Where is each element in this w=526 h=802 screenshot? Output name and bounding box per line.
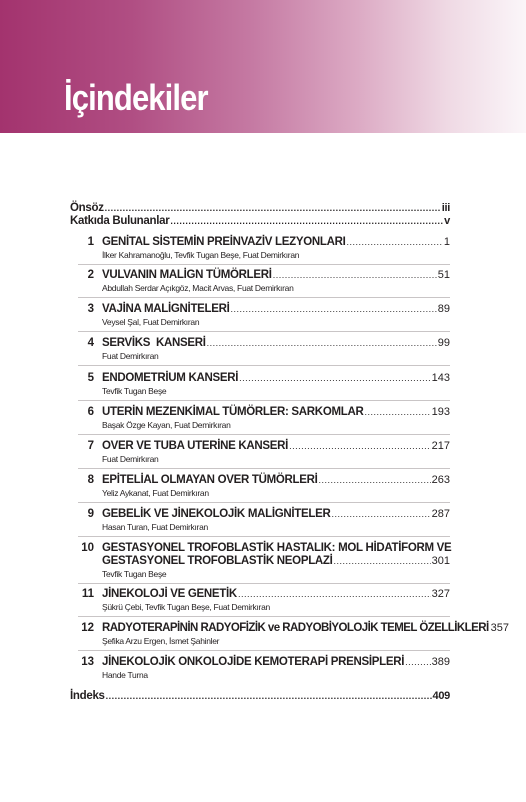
toc-entry-index[interactable] [70,689,450,703]
chapter-authors: Hande Turna [102,670,148,680]
toc-chapter-11[interactable] [102,587,450,601]
toc-chapter-9[interactable] [102,507,450,521]
chapter-authors: Şükrü Çebi, Tevfik Tugan Beşe, Fuat Demirkıran [102,602,270,612]
separator [78,331,450,332]
leader-dots [207,336,437,350]
leader-dots [231,302,437,316]
chapter-page: 51 [437,269,450,281]
chapter-title: GEBELİK VE JİNEKOLOJİK MALİGNİTELER [102,508,331,520]
chapter-page: 217 [431,440,450,452]
chapter-title: EPİTELİAL OLMAYAN OVER TÜMÖRLERİ [102,474,318,486]
toc-entry-onsoz[interactable] [70,201,450,215]
chapter-authors: Abdullah Serdar Açıkgöz, Macit Arvas, Fuat Demirkıran [102,283,294,293]
toc-chapter-2[interactable] [102,268,450,282]
toc-chapter-10-title-line-1[interactable] [102,541,450,555]
toc-chapter-6[interactable] [102,405,450,419]
toc-chapter-1[interactable] [102,235,450,249]
chapter-title: VULVANIN MALİGN TÜMÖRLERİ [102,269,272,281]
toc-entry-label: Katkıda Bulunanlar [70,215,170,227]
chapter-authors: Hasan Turan, Fuat Demirkıran [102,522,208,532]
chapter-title: GENİTAL SİSTEMİN PREİNVAZİV LEZYONLARI [102,236,346,248]
chapter-number: 5 [87,372,94,384]
separator [78,264,450,265]
chapter-authors: Yeliz Aykanat, Fuat Demirkıran [102,488,209,498]
separator [78,434,450,435]
leader-dots [331,507,430,521]
chapter-page: 357 [490,622,510,634]
chapter-authors: Tevfik Tugan Beşe [102,569,167,579]
chapter-number: 13 [81,656,94,668]
chapter-authors: Şefika Arzu Ergen, İsmet Şahinler [102,636,220,646]
separator [78,365,450,366]
chapter-page: 1 [443,236,450,248]
leader-dots [347,235,443,249]
page-title: İçindekiler [64,77,208,118]
header-banner [0,0,526,133]
chapter-title: ENDOMETRİUM KANSERİ [102,372,239,384]
leader-dots [405,655,430,669]
chapter-number: 10 [81,542,94,554]
chapter-authors: Başak Özge Kayan, Fuat Demirkıran [102,420,231,430]
chapter-page: 99 [437,337,450,349]
leader-dots [289,439,431,453]
chapter-title: VAJİNA MALİGNİTELERİ [102,303,230,315]
chapter-page: 327 [431,588,450,600]
chapter-authors: Fuat Demirkıran [102,454,159,464]
chapter-number: 12 [81,622,94,634]
chapter-title: UTERİN MEZENKİMAL TÜMÖRLER: SARKOMLAR [102,406,364,418]
chapter-page: 287 [431,508,450,520]
leader-dots [170,214,443,228]
chapter-page: 389 [431,656,450,668]
leader-dots [106,689,432,703]
separator [78,468,450,469]
chapter-title: SERVİKS KANSERİ [102,337,206,349]
separator [78,297,450,298]
separator [78,616,450,617]
chapter-number: 7 [87,440,94,452]
toc-chapter-7[interactable] [102,439,450,453]
toc-entry-label: Önsöz [70,202,104,214]
leader-dots [238,587,431,601]
leader-dots [364,405,430,419]
chapter-page: 89 [437,303,450,315]
toc-entry-katkida-bulunanlar[interactable] [70,214,450,228]
chapter-number: 8 [87,474,94,486]
separator [78,400,450,401]
leader-dots [105,201,441,215]
toc-entry-page: v [444,215,450,227]
toc-entry-label: İndeks [70,690,105,702]
toc-chapter-12[interactable] [102,621,510,635]
toc-chapter-13[interactable] [102,655,450,669]
chapter-number: 9 [87,508,94,520]
chapter-number: 6 [87,406,94,418]
chapter-authors: Fuat Demirkıran [102,351,159,361]
toc-chapter-4[interactable] [102,336,450,350]
leader-dots [239,371,431,385]
toc-chapter-10[interactable] [102,554,450,568]
leader-dots [273,268,437,282]
chapter-title: GESTASYONEL TROFOBLASTİK HASTALIK: MOL HİDATİFORM VE [102,542,452,554]
chapter-title: JİNEKOLOJİ VE GENETİK [102,588,237,600]
chapter-number: 4 [87,337,94,349]
leader-dots [319,473,431,487]
toc-chapter-8[interactable] [102,473,450,487]
chapter-page: 143 [431,372,450,384]
toc-entry-page: 409 [432,690,450,702]
chapter-number: 11 [81,588,94,600]
chapter-title-line-2: GESTASYONEL TROFOBLASTİK NEOPLAZİ [102,555,333,567]
toc-entry-page: iii [441,202,450,214]
chapter-title: RADYOTERAPİNİN RADYOFİZİK ve RADYOBİYOLOJİK TEMEL ÖZELLİKLERİ [102,622,489,634]
chapter-title: JİNEKOLOJİK ONKOLOJİDE KEMOTERAPİ PRENSİPLERİ [102,656,405,668]
toc-chapter-3[interactable] [102,302,450,316]
chapter-authors: İlker Kahramanoğlu, Tevfik Tugan Beşe, Fuat Demirkıran [102,250,300,260]
chapter-authors: Tevfik Tugan Beşe [102,386,167,396]
separator [78,583,450,584]
chapter-number: 2 [87,269,94,281]
chapter-page: 193 [431,406,450,418]
leader-dots [334,554,431,568]
chapter-authors: Veysel Şal, Fuat Demirkıran [102,317,200,327]
chapter-page: 301 [431,555,450,567]
separator [78,650,450,651]
chapter-page: 263 [431,474,450,486]
chapter-number: 3 [87,303,94,315]
separator [78,502,450,503]
separator [78,536,450,537]
chapter-number: 1 [87,236,94,248]
chapter-title: OVER VE TUBA UTERİNE KANSERİ [102,440,289,452]
toc-chapter-5[interactable] [102,371,450,385]
